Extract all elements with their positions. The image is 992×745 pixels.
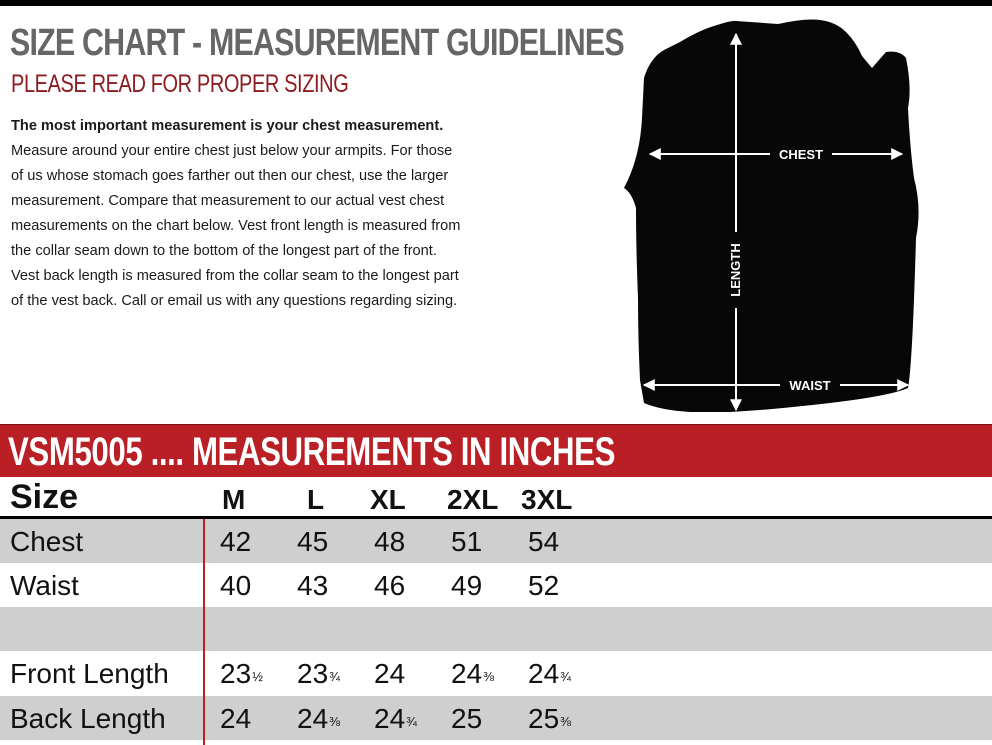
sizing-instructions	[11, 114, 541, 314]
measurement-cell	[451, 703, 483, 735]
measurement-fraction: ⅜	[483, 669, 494, 684]
measurement-whole: 48	[374, 526, 406, 557]
measurement-cell	[297, 703, 340, 735]
measurement-fraction: ½	[252, 669, 263, 684]
table-row	[0, 607, 992, 651]
table-header-row	[0, 476, 992, 516]
measurement-whole: 51	[451, 526, 483, 557]
instructions-line: of the vest back. Call or email us with any questions regarding sizing.	[11, 293, 458, 309]
top-border	[0, 0, 992, 6]
measurement-cell	[374, 570, 406, 602]
size-col-header: 3XL	[521, 484, 573, 515]
length-label: LENGTH	[728, 243, 743, 297]
size-col-header: L	[307, 484, 325, 515]
measurement-whole: 42	[220, 526, 252, 557]
vest-diagram	[610, 8, 940, 420]
measurement-cell	[528, 570, 560, 602]
size-col-header: XL	[370, 484, 406, 515]
measurement-cell	[374, 703, 417, 735]
measurement-cell	[374, 658, 406, 690]
measurement-whole: 24	[528, 658, 560, 689]
size-col-header: 2XL	[447, 484, 499, 515]
row-label: Waist	[10, 570, 79, 601]
measurements-banner	[0, 424, 992, 477]
size-table	[0, 476, 992, 745]
size-col-header: M	[222, 484, 246, 515]
measurement-cell	[220, 658, 263, 690]
row-label: Back Length	[10, 703, 166, 734]
measurement-whole: 52	[528, 570, 560, 601]
table-row	[0, 651, 992, 695]
measurement-whole: 24	[451, 658, 483, 689]
column-divider	[203, 519, 205, 745]
table-row	[0, 696, 992, 740]
instructions-line: Vest back length is measured from the collar seam to the longest part	[11, 268, 459, 284]
measurement-cell	[528, 614, 529, 646]
measurement-fraction: ¾	[560, 669, 571, 684]
measurement-cell	[220, 614, 221, 646]
measurement-whole: 40	[220, 570, 252, 601]
row-label: Front Length	[10, 658, 169, 689]
chest-label: CHEST	[778, 147, 824, 162]
measurement-cell	[297, 658, 340, 690]
measurement-fraction: ¾	[329, 669, 340, 684]
measurement-whole: 49	[451, 570, 483, 601]
measurement-cell	[220, 570, 252, 602]
size-header: Size	[10, 478, 79, 516]
measurement-cell	[451, 658, 494, 690]
measurement-cell	[374, 614, 375, 646]
measurement-cell	[297, 614, 298, 646]
measurement-fraction: ⅜	[560, 714, 571, 729]
measurement-cell	[528, 703, 571, 735]
instructions-lead: The most important measurement is your chest measurement.	[11, 118, 444, 134]
measurement-cell	[451, 570, 483, 602]
measurement-cell	[451, 614, 452, 646]
measurement-whole: 23	[297, 658, 329, 689]
page-title: SIZE CHART - MEASUREMENT GUIDELINES	[10, 22, 624, 64]
measurement-cell	[528, 526, 560, 558]
measurement-whole: 25	[528, 703, 560, 734]
instructions-line: measurement. Compare that measurement to our actual vest chest	[11, 193, 445, 209]
instructions-line: measurements on the chart below. Vest front length is measured from	[11, 218, 461, 234]
measurement-whole: 45	[297, 526, 329, 557]
page-subtitle: PLEASE READ FOR PROPER SIZING	[11, 70, 349, 98]
vest-silhouette	[624, 20, 919, 413]
measurement-cell	[297, 526, 329, 558]
instructions-line: Measure around your entire chest just below your armpits. For those	[11, 143, 453, 159]
measurement-whole: 24	[374, 658, 406, 689]
measurement-whole: 24	[374, 703, 406, 734]
measurement-whole: 24	[297, 703, 329, 734]
measurement-cell	[220, 526, 252, 558]
measurement-cell	[528, 658, 571, 690]
row-label: Chest	[10, 526, 84, 557]
measurement-cell	[297, 570, 329, 602]
measurement-fraction: ⅜	[329, 714, 340, 729]
measurement-cell	[220, 703, 252, 735]
measurement-cell	[451, 526, 483, 558]
measurement-cell	[374, 526, 406, 558]
measurement-whole: 24	[220, 703, 252, 734]
measurement-whole: 25	[451, 703, 483, 734]
instructions-line: of us whose stomach goes farther out then our chest, use the larger	[11, 168, 449, 184]
instructions-line: the collar seam down to the bottom of the longest part of the front.	[11, 243, 437, 259]
measurement-whole: 43	[297, 570, 329, 601]
table-row	[0, 519, 992, 563]
measurement-whole: 23	[220, 658, 252, 689]
banner-title: VSM5005 .... MEASUREMENTS IN INCHES	[8, 430, 616, 474]
table-row	[0, 563, 992, 607]
measurement-fraction: ¾	[406, 714, 417, 729]
waist-label: WAIST	[789, 378, 831, 393]
measurement-whole: 54	[528, 526, 560, 557]
measurement-whole: 46	[374, 570, 406, 601]
